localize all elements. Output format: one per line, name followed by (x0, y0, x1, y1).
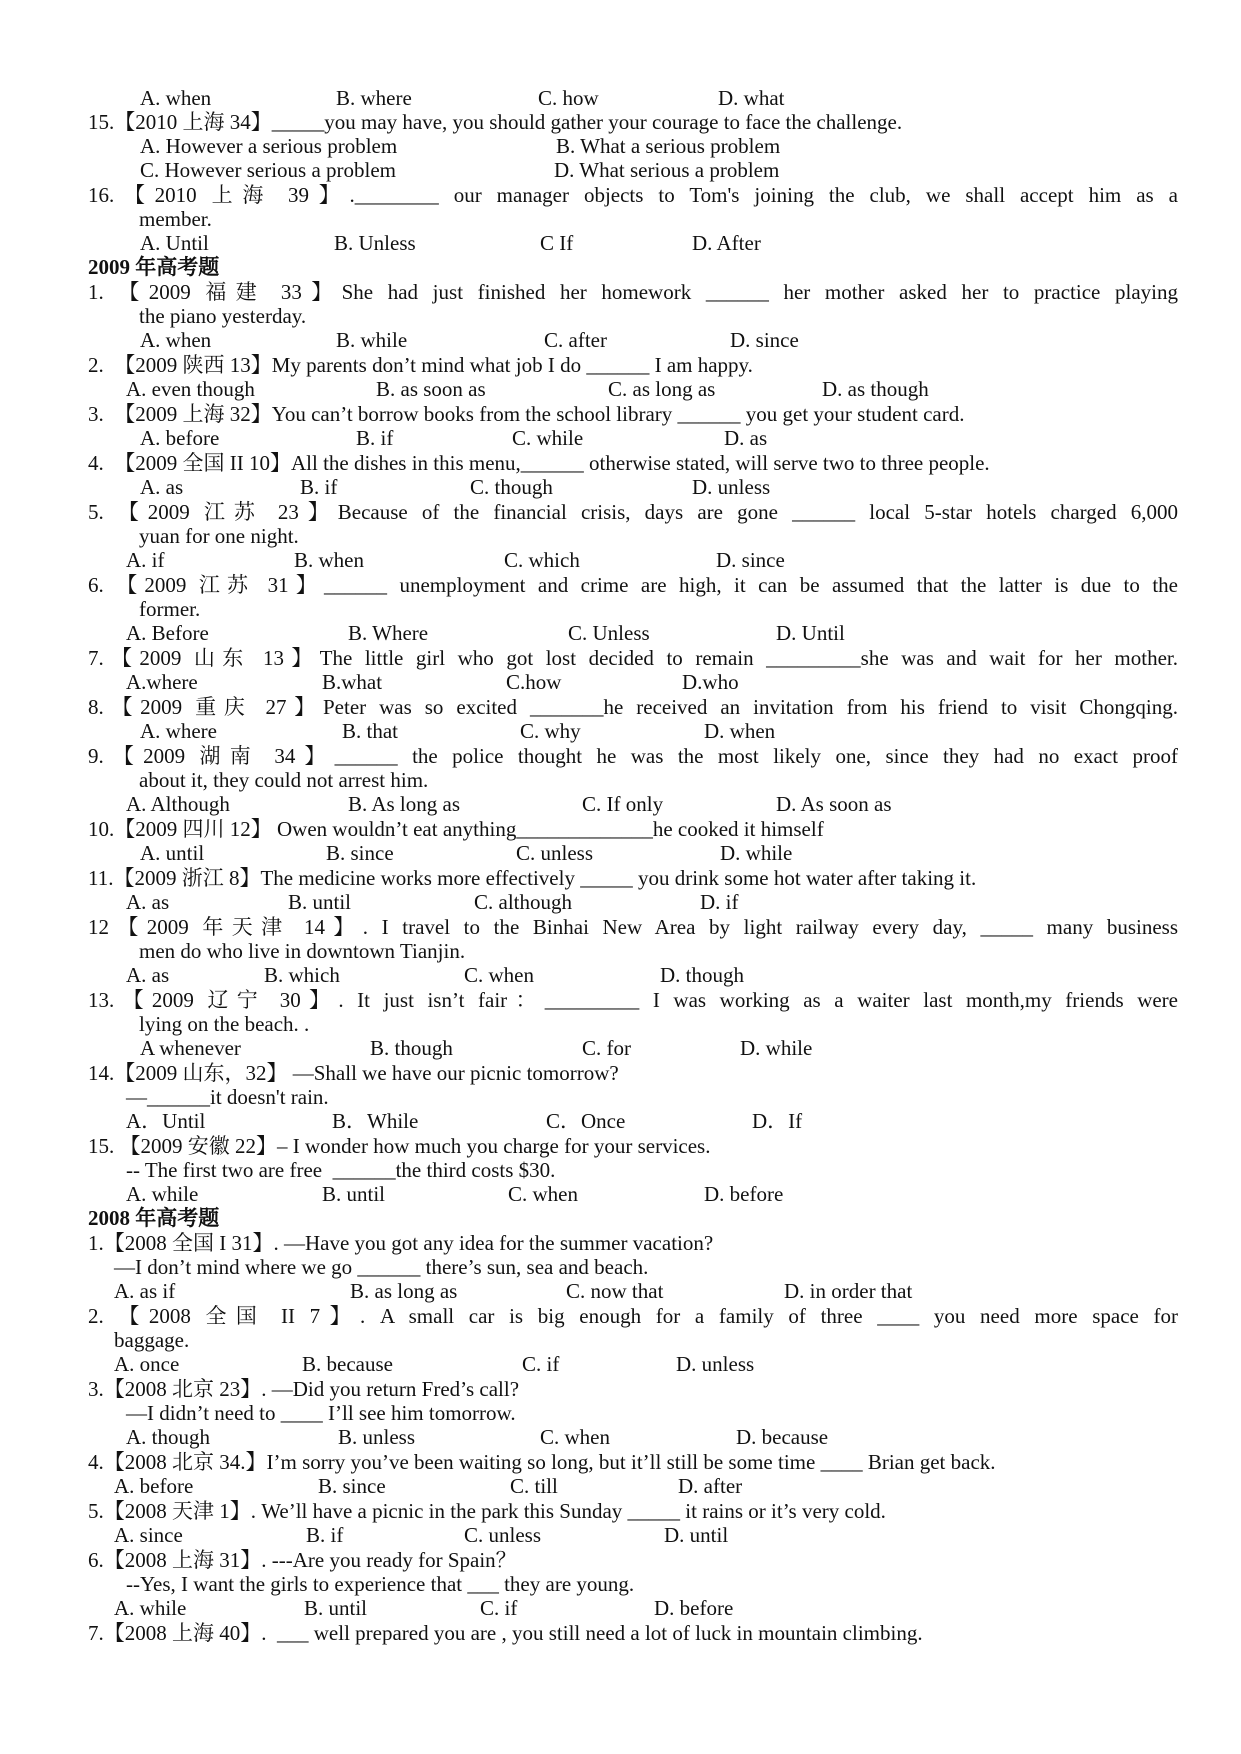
answer-option: D. What serious a problem (554, 158, 780, 182)
answer-option: B. where (336, 86, 412, 110)
answer-option: A. before (114, 1474, 194, 1498)
answer-option: B. as soon as (376, 377, 486, 401)
question-text: 5. 【2009 江苏 23】Because of the financial crisis, days are gone ______ local 5-star hotels charged 6,000 (88, 500, 1178, 524)
question-text: the piano yesterday. (139, 304, 307, 328)
answer-option: C. Unless (568, 621, 650, 645)
question-text: 9.【2009 湖南 34】______ the police thought he was the most likely one, since they had no exact proof (88, 744, 1178, 768)
answer-option: A. when (140, 328, 212, 352)
answer-option: A. as (140, 475, 184, 499)
answer-option: B．While (332, 1109, 419, 1133)
answer-option: C. if (522, 1352, 560, 1376)
question-text: 4.【2008 北京 34.】I’m sorry you’ve been waiting so long, but it’ll still be some time ____ Brian get back. (88, 1450, 996, 1474)
answer-option: A. even though (126, 377, 255, 401)
answer-option: A. though (126, 1425, 210, 1449)
answer-option: B. if (300, 475, 338, 499)
answer-option: D. because (736, 1425, 829, 1449)
answer-option: B. as long as (350, 1279, 458, 1303)
answer-option: D. before (654, 1596, 734, 1620)
answer-option: B. when (294, 548, 364, 572)
answer-option: C. for (582, 1036, 631, 1060)
answer-option: B. until (288, 890, 352, 914)
answer-option: A. when (140, 86, 212, 110)
answer-option: A. while (114, 1596, 187, 1620)
answer-option: A. as (126, 963, 170, 987)
answer-option: C. while (512, 426, 584, 450)
answer-option: D. before (704, 1182, 784, 1206)
question-text: baggage. (114, 1328, 190, 1352)
answer-option: B. What a serious problem (556, 134, 781, 158)
question-text: 2. 【2008 全国 II 7】. A small car is big enough for a family of three ____ you need more space for (88, 1304, 1178, 1328)
answer-option: B. though (370, 1036, 453, 1060)
question-text: member. (139, 207, 212, 231)
answer-option: C. unless (464, 1523, 542, 1547)
answer-option: A whenever (140, 1036, 241, 1060)
answer-option: B. that (342, 719, 398, 743)
question-text: --Yes, I want the girls to experience that ___ they are young. (126, 1572, 635, 1596)
question-text: 11.【2009 浙江 8】The medicine works more effectively _____ you drink some hot water after taking it. (88, 866, 977, 890)
section-heading: 2008 年高考题 (88, 1206, 220, 1230)
answer-option: C. However serious a problem (140, 158, 397, 182)
question-text: 15.【2010 上海 34】_____you may have, you should gather your courage to face the challenge. (88, 110, 903, 134)
answer-option: C. when (464, 963, 534, 987)
question-text: 7.【2009 山东 13】The little girl who got lost decided to remain _________she was and wait for her mother. (88, 646, 1178, 670)
answer-option: C. though (470, 475, 553, 499)
answer-option: C. now that (566, 1279, 664, 1303)
answer-option: A. Although (126, 792, 230, 816)
question-text: 1.【2008 全国 I 31】. —Have you got any idea for the summer vacation? (88, 1231, 714, 1255)
answer-option: D. as (724, 426, 768, 450)
answer-option: A. while (126, 1182, 199, 1206)
question-text: 3.【2008 北京 23】. —Did you return Fred’s call? (88, 1377, 520, 1401)
answer-option: A. since (114, 1523, 183, 1547)
answer-option: B. because (302, 1352, 393, 1376)
question-text: former. (139, 597, 201, 621)
question-text: 14.【2009 山东，32】 —Shall we have our picnic tomorrow? (88, 1061, 619, 1085)
answer-option: C．Once (546, 1109, 626, 1133)
answer-option: A.where (126, 670, 198, 694)
question-text: lying on the beach. . (139, 1012, 310, 1036)
answer-option: D. After (692, 231, 761, 255)
answer-option: D. after (678, 1474, 743, 1498)
answer-option: A. until (140, 841, 205, 865)
answer-option: B. Where (348, 621, 429, 645)
question-text: 6. 【2009 江苏 31】______ unemployment and crime are high, it can be assumed that the latter is due to the (88, 573, 1178, 597)
question-text: yuan for one night. (139, 524, 299, 548)
answer-option: D. while (740, 1036, 813, 1060)
question-text: —______it doesn't rain. (126, 1085, 329, 1109)
answer-option: C. as long as (608, 377, 716, 401)
question-text: 3. 【2009 上海 32】You can’t borrow books from the school library ______ you get your student card. (88, 402, 965, 426)
answer-option: D.who (682, 670, 739, 694)
answer-option: C. unless (516, 841, 594, 865)
question-text: -- The first two are free ______the third costs $30. (126, 1158, 556, 1182)
question-text: men do who live in downtown Tianjin. (139, 939, 466, 963)
answer-option: B. unless (338, 1425, 416, 1449)
question-text: 2. 【2009 陕西 13】My parents don’t mind what job I do ______ I am happy. (88, 353, 753, 377)
question-text: 15. 【2009 安徽 22】– I wonder how much you charge for your services. (88, 1134, 711, 1158)
answer-option: B. which (264, 963, 340, 987)
answer-option: C. which (504, 548, 580, 572)
answer-option: D. what (718, 86, 785, 110)
answer-option: A. if (126, 548, 165, 572)
answer-option: C. how (538, 86, 599, 110)
answer-option: B. until (322, 1182, 386, 1206)
answer-option: C. If only (582, 792, 664, 816)
question-text: about it, they could not arrest him. (139, 768, 429, 792)
answer-option: C. although (474, 890, 572, 914)
answer-option: A. once (114, 1352, 180, 1376)
question-text: —I don’t mind where we go ______ there’s sun, sea and beach. (114, 1255, 649, 1279)
answer-option: A. Until (140, 231, 209, 255)
section-heading: 2009 年高考题 (88, 255, 220, 279)
answer-option: D. though (660, 963, 744, 987)
answer-option: D. since (730, 328, 799, 352)
answer-option: B. Unless (334, 231, 416, 255)
answer-option: A. before (140, 426, 220, 450)
answer-option: B. until (304, 1596, 368, 1620)
answer-option: D. As soon as (776, 792, 892, 816)
question-text: 8.【2009 重庆 27】Peter was so excited _______he received an invitation from his friend to visit Chongqing. (88, 695, 1178, 719)
answer-option: B. since (326, 841, 394, 865)
answer-option: D. Until (776, 621, 845, 645)
answer-option: D. if (700, 890, 739, 914)
question-text: 1. 【2009 福建 33】She had just finished her homework ______ her mother asked her to practice playing (88, 280, 1178, 304)
answer-option: C. when (540, 1425, 610, 1449)
answer-option: D. unless (676, 1352, 755, 1376)
question-text: 13.【2009 辽宁 30】. It just isn’t fair：_________ I was working as a waiter last month,my friends were (88, 988, 1178, 1012)
question-text: 4. 【2009 全国 II 10】All the dishes in this menu,______ otherwise stated, will serve two to three people. (88, 451, 990, 475)
answer-option: A. where (140, 719, 217, 743)
answer-option: C. why (520, 719, 581, 743)
answer-option: C. if (480, 1596, 518, 1620)
question-text: 10.【2009 四川 12】 Owen wouldn’t eat anything_____________he cooked it himself (88, 817, 824, 841)
question-text: 16.【2010 上海 39】.________ our manager objects to Tom's joining the club, we shall accept him as a (88, 183, 1178, 207)
question-text: 7.【2008 上海 40】. ___ well prepared you are , you still need a lot of luck in mountain climbing. (88, 1621, 923, 1645)
answer-option: C. after (544, 328, 607, 352)
answer-option: D．If (752, 1109, 803, 1133)
answer-option: D. as though (822, 377, 929, 401)
answer-option: D. while (720, 841, 793, 865)
answer-option: A. Before (126, 621, 209, 645)
answer-option: D. in order that (784, 1279, 913, 1303)
answer-option: B. if (306, 1523, 344, 1547)
answer-option: A. as if (114, 1279, 176, 1303)
answer-option: B. As long as (348, 792, 461, 816)
answer-option: D. when (704, 719, 776, 743)
answer-option: A．Until (126, 1109, 206, 1133)
question-text: 5.【2008 天津 1】. We’ll have a picnic in the park this Sunday _____ it rains or it’s very cold. (88, 1499, 886, 1523)
answer-option: C. when (508, 1182, 578, 1206)
answer-option: D. until (664, 1523, 729, 1547)
question-text: —I didn’t need to ____ I’ll see him tomorrow. (126, 1401, 516, 1425)
question-text: 6.【2008 上海 31】. ---Are you ready for Spain？ (88, 1548, 517, 1572)
answer-option: A. as (126, 890, 170, 914)
answer-option: B. while (336, 328, 408, 352)
answer-option: C. till (510, 1474, 558, 1498)
answer-option: C If (540, 231, 574, 255)
answer-option: D. since (716, 548, 785, 572)
answer-option: B. since (318, 1474, 386, 1498)
question-text: 12【2009 年天津 14】. I travel to the Binhai New Area by light railway every day, _____ many business (88, 915, 1178, 939)
answer-option: B.what (322, 670, 383, 694)
answer-option: B. if (356, 426, 394, 450)
answer-option: D. unless (692, 475, 771, 499)
answer-option: A. However a serious problem (140, 134, 398, 158)
answer-option: C.how (506, 670, 562, 694)
